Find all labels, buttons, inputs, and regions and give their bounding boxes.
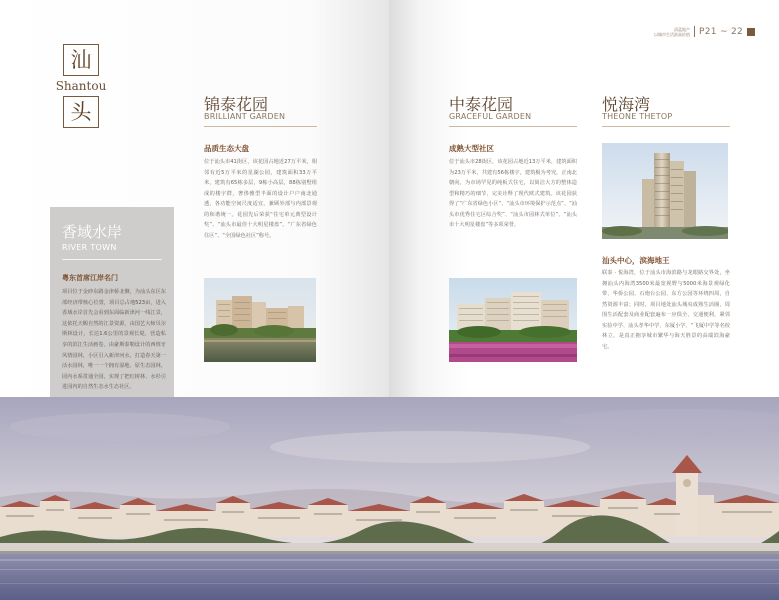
waterfront-panorama xyxy=(0,397,779,600)
zhongtai-body: 位于汕头市28街区，该花园占地近13万平米，建筑面积为23万平米，共建有56栋楼宇，建筑极为考究，正南北朝向，为市场罕见的纯板式住宅，以简洁大方的整体造型和精巧的细节，完美诠释了现代欧式建筑。该花园获得了“广东省绿色小区”、“汕头市环境保护示范点”、“汕头市优秀住宅区综合奖”、“汕头市园林式单位”、“汕头市十大明星楼盘”等多项荣誉。 xyxy=(449,159,577,228)
yuehai-subtitle: THEONE THETOP xyxy=(602,112,673,121)
river-town-rule xyxy=(62,259,162,260)
zhongtai-rule xyxy=(449,126,577,127)
yuehai-body: 联泰 · 悦海湾，位于汕头市海滨路与龙眼路交界处，坐拥汕头内海湾3500米最宽视野与5000米海景观绿化带、华侨公园、石炮台公园、东方公园等环绕四周，自然资源丰富；同时，项目地处汕头城央成熟生活圈，周围生活配套及商业配套遍布一应俱全，交通便利，紧邻实验中学、汕头孝华中学、东厦小学、“飞厦中学等名校林立，是真正拥享城市繁华与海天胜景的高端滨海豪宅。 xyxy=(602,270,730,350)
river-town-title: 香域水岸 xyxy=(62,223,123,241)
river-town-subtitle: RIVER TOWN xyxy=(62,243,117,252)
yuehai-rule xyxy=(602,126,730,127)
river-town-body: 项目位于金砂东路金津桥北侧，为汕头东区东部经济带核心位置，项目总占地523亩，进入香域水岸首先会看到东面临新津河一线江景，这依托天赐自然的江景资源，由国艺大师贝尔斯林设计，长达1.6公里的景观长堤，营造私享的滨江生活画卷。由豪斯泰勒设计的西班牙风情园林，小区引入新津河水，打造春天第一活水园林，唯一一个拥有湿地、原生态园林，园内水系贯通全园，实现了把红树林、水杉引进园内的自然生态水生态社区。 xyxy=(62,289,166,391)
header-brand: 清蓝地产 以城市生活最高价值 xyxy=(654,26,690,37)
zhongtai-tagline: 成熟大型社区 xyxy=(449,144,494,153)
jintai-rule xyxy=(204,126,317,127)
jintai-subtitle: BRILLIANT GARDEN xyxy=(204,112,286,121)
badge-char-bottom: 头 xyxy=(63,96,99,128)
header-divider xyxy=(694,26,695,37)
yuehai-title: 悦海湾 xyxy=(602,95,651,114)
panorama-image xyxy=(0,397,779,600)
header-square-icon xyxy=(747,28,755,36)
yuehai-photo xyxy=(602,143,728,239)
jintai-title: 锦泰花园 xyxy=(204,95,269,114)
zhongtai-photo-image xyxy=(449,278,577,362)
jintai-body: 位于汕头市41街区，该花园占地近27万平米，相邻有近5万平米的星湖公园，建筑面积33万平米，建筑有65栋多层，9栋小高层，88栋别墅组成的楼宇群，奢侈雅型半面的设计户户南北通透，各功能空间尺度适宜，兼顾外部与内部景观的和谐统一。花园先后荣获“住宅单元典型设计奖”、“汕头市最佳十大明星楼盘”、“广东省绿色住区”、“全国绿色社区”称号。 xyxy=(204,159,317,239)
yuehai-photo-image xyxy=(602,143,728,239)
page-header xyxy=(654,26,755,37)
badge-char-top: 汕 xyxy=(63,44,99,76)
jintai-tagline: 品质生态大盘 xyxy=(204,144,249,153)
city-badge xyxy=(52,44,110,128)
zhongtai-title: 中泰花园 xyxy=(449,95,514,114)
jintai-photo xyxy=(204,278,316,362)
zhongtai-photo xyxy=(449,278,577,362)
river-town-tagline: 粤东首席江岸名门 xyxy=(62,274,118,282)
jintai-photo-image xyxy=(204,278,316,362)
yuehai-tagline: 汕头中心，滨海地王 xyxy=(602,256,670,265)
badge-english: Shantou xyxy=(55,79,107,93)
zhongtai-subtitle: GRACEFUL GARDEN xyxy=(449,112,532,121)
page-number: P21 ~ 22 xyxy=(699,26,743,37)
